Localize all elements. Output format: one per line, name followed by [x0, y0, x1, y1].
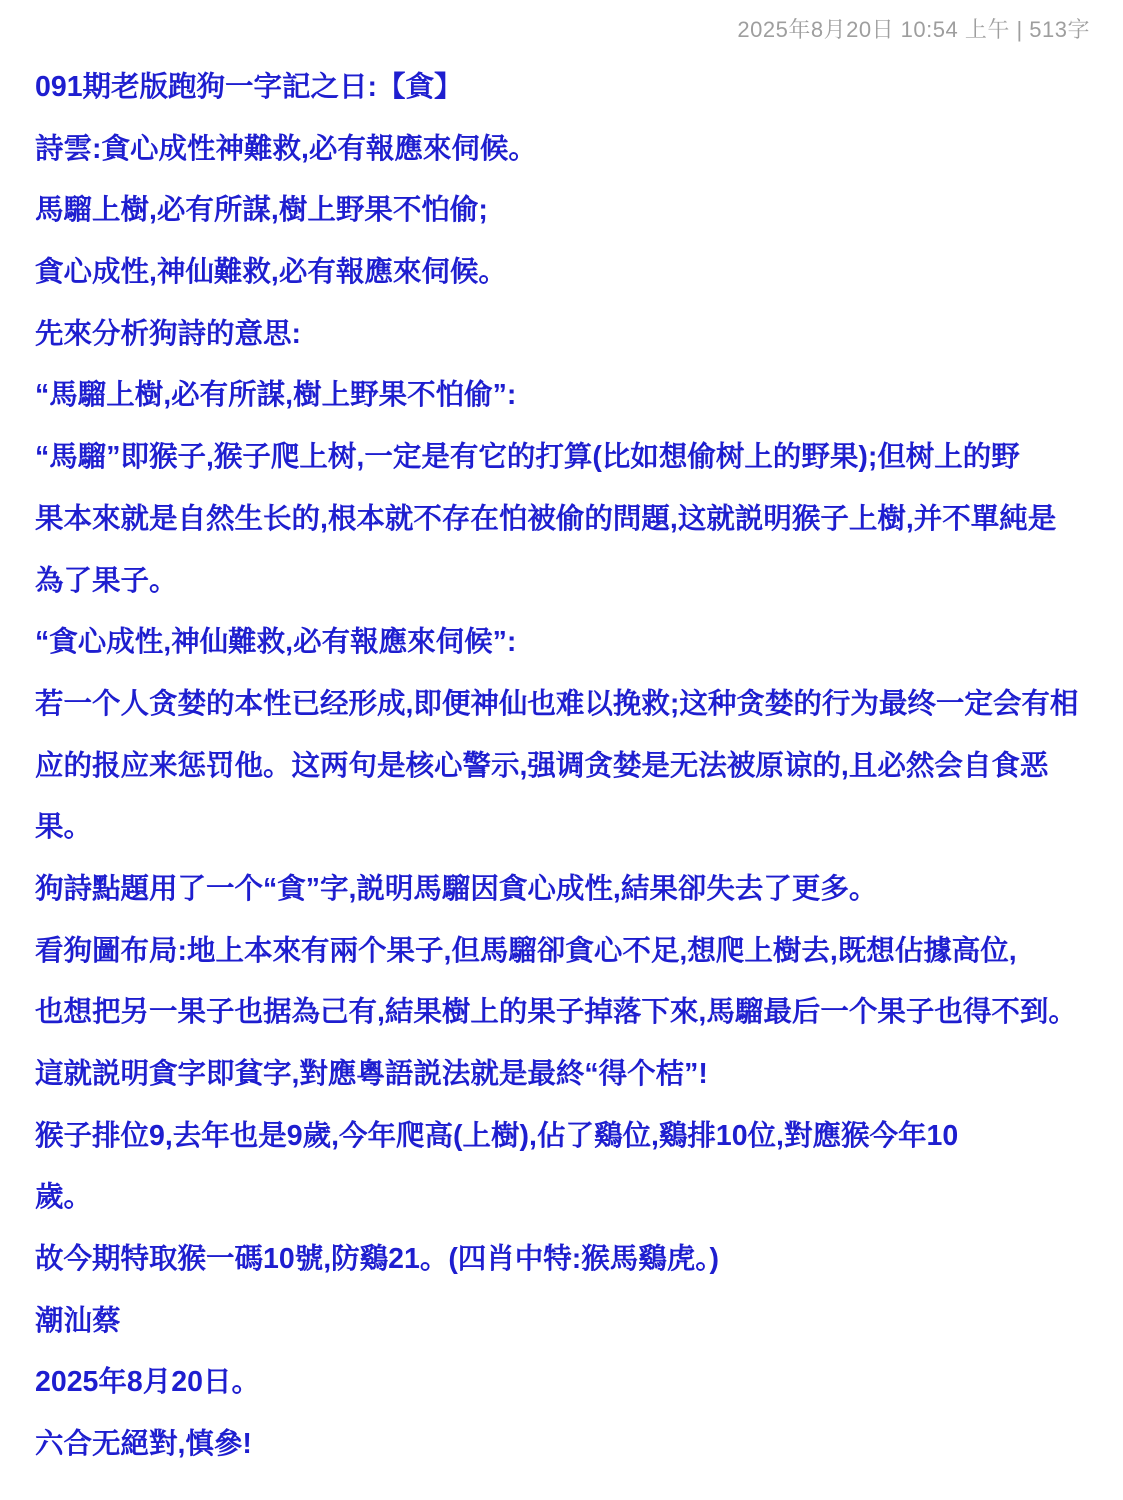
- article-line: 果本來就是自然生长的,根本就不存在怕被偷的問題,这就説明猴子上樹,并不單純是: [35, 502, 1057, 535]
- article-line: “馬騮上樹,必有所謀,樹上野果不怕偷”:: [35, 379, 517, 412]
- article-body: [0, 57, 1123, 1476]
- article-line: 应的报应来惩罚他。这两句是核心警示,强调贪婪是无法被原谅的,且必然会自食恶: [35, 749, 1049, 782]
- article-signature-line: 潮汕蔡: [35, 1304, 121, 1337]
- article-line: “馬騮”即猴子,猴子爬上树,一定是有它的打算(比如想偷树上的野果);但树上的野: [35, 441, 1020, 474]
- article-line: 若一个人贪婪的本性已经形成,即便神仙也难以挽救;这种贪婪的行为最终一定会有相: [35, 687, 1079, 720]
- article-line: 故今期特取猴一碼10號,防鷄21。(四肖中特:猴馬鷄虎。): [35, 1243, 720, 1276]
- article-line: 看狗圖布局:地上本來有兩个果子,但馬騮卻貪心不足,想爬上樹去,既想佔據高位,: [35, 934, 1017, 967]
- article-line: 貪心成性,神仙難救,必有報應來伺候。: [35, 256, 507, 289]
- article-line: 果。: [35, 811, 93, 844]
- article-line: 這就説明貪字即貧字,對應粵語説法就是最終“得个桔”!: [35, 1058, 708, 1090]
- article-line: 也想把另一果子也据為己有,結果樹上的果子掉落下來,馬騮最后一个果子也得不到。: [35, 996, 1077, 1029]
- article-title-line: 091期老版跑狗一字記之日:【貪】: [35, 71, 463, 103]
- article-line: 為了果子。: [35, 564, 178, 597]
- article-line: 狗詩點題用了一个“貪”字,説明馬騮因貪心成性,結果卻失去了更多。: [35, 872, 878, 905]
- article-date-line: 2025年8月20日。: [35, 1366, 260, 1399]
- article-line: 猴子排位9,去年也是9歲,今年爬高(上樹),佔了鷄位,鷄排10位,對應猴今年10: [35, 1119, 959, 1152]
- timestamp-wordcount: 2025年8月20日 10:54 上午 | 513字: [737, 17, 1090, 42]
- article-disclaimer-line: 六合无絕對,慎參!: [35, 1428, 252, 1461]
- article-line: “貪心成性,神仙難救,必有報應來伺候”:: [35, 626, 517, 659]
- article-line: 馬騮上樹,必有所謀,樹上野果不怕偷;: [35, 194, 488, 227]
- article-line: 先來分析狗詩的意思:: [35, 317, 301, 350]
- article-line: 詩雲:貪心成性神難救,必有報應來伺候。: [35, 132, 537, 165]
- article-line: 歲。: [35, 1181, 93, 1214]
